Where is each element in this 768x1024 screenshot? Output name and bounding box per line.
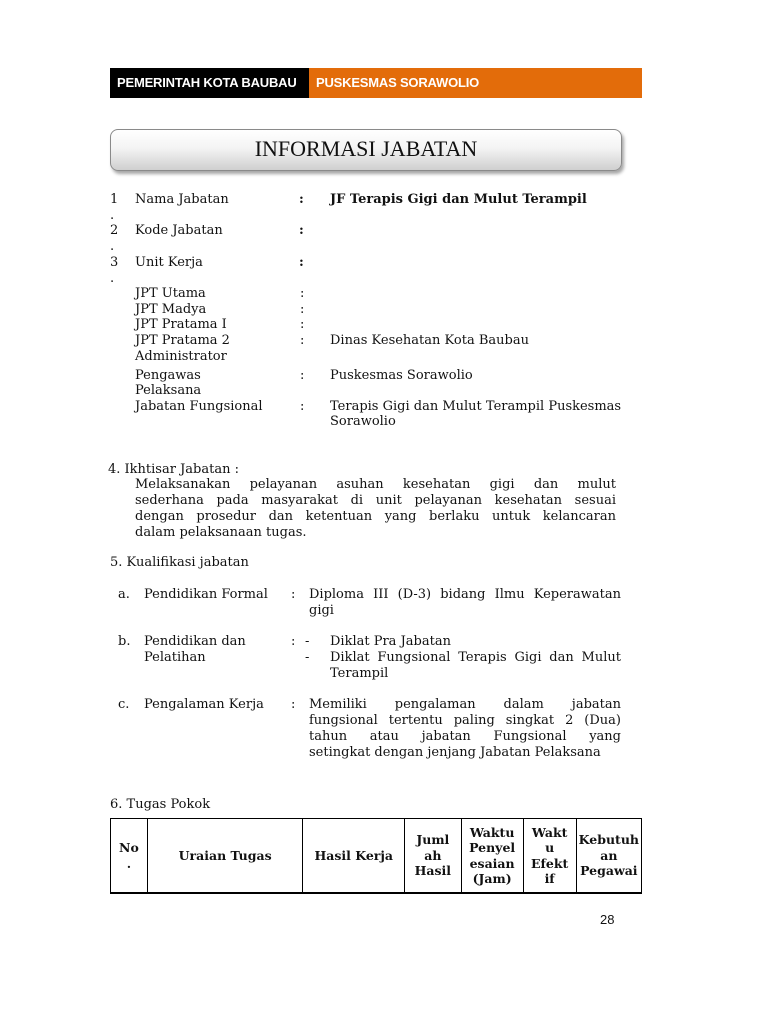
unit-label-jabatan-fungsional: Jabatan Fungsional [135,399,263,414]
unit-label-jpt-madya: JPT Madya [135,302,207,317]
page-title: INFORMASI JABATAN [254,136,478,161]
ikhtisar-line: dalam pelaksanaan tugas. [135,525,307,540]
ikhtisar-line: dengan prosedur dan ketentuan yang berlaku untuk kelancaran [135,509,616,524]
kualifikasi-a-line: gigi [309,603,334,618]
header-left-text: PEMERINTAH KOTA BAUBAU [117,75,297,90]
kualifikasi-letter-a: a. [118,587,130,602]
col-header-uraian-tugas: Uraian Tugas [147,819,303,893]
kualifikasi-label-pengalaman-kerja: Pengalaman Kerja [144,697,264,712]
pengalaman-line: tahun atau jabatan Fungsional yang [309,729,621,744]
tugas-heading: 6. Tugas Pokok [110,797,211,812]
kualifikasi-colon: : [291,697,296,712]
pelatihan-item-2 [330,650,621,682]
unit-value-jabatan-fungsional: Terapis Gigi dan Mulut Terampil Puskesmas [330,399,622,414]
pengalaman-line: fungsional tertentu paling singkat 2 (Dua) [309,713,621,728]
field-value-nama-jabatan: JF Terapis Gigi dan Mulut Terampil [330,192,587,207]
kualifikasi-value-pendidikan-formal [309,587,621,619]
pelatihan-item-1: Diklat Pra Jabatan [330,634,451,649]
bullet-dash: - [305,650,310,665]
unit-label-jpt-pratama-1: JPT Pratama I [135,317,227,332]
col-header-waktu-efektif: Wakt u Efekt if [523,819,576,893]
table-header-row [111,819,642,893]
ikhtisar-paragraph [135,477,616,541]
col-header-waktu-penyelesaian: Waktu Penyel esaian (Jam) [461,819,523,893]
page-number: 28 [600,912,615,927]
unit-colon: : [300,368,305,383]
kualifikasi-value-pengalaman-kerja [309,697,621,761]
col-header-jumlah-hasil: Juml ah Hasil [405,819,462,893]
table-double-rule [110,893,642,894]
item-number: 1 [110,192,119,207]
unit-colon: : [300,286,305,301]
unit-label-jpt-pratama-2: JPT Pratama 2 [135,333,230,348]
ikhtisar-line: Melaksanakan pelayanan asuhan kesehatan gigi dan mulut [135,477,616,492]
kualifikasi-colon: : [291,634,296,649]
kualifikasi-colon: : [291,587,296,602]
pengalaman-line: setingkat dengan jenjang Jabatan Pelaksana [309,745,601,760]
item-number-dot: . [110,271,115,286]
col-header-no: No . [111,819,148,893]
bullet-dash: - [305,634,310,649]
item-number-dot: . [110,239,115,254]
kualifikasi-letter-b: b. [118,634,131,649]
unit-label-pelaksana: Pelaksana [135,383,202,398]
ikhtisar-heading: 4. Ikhtisar Jabatan : [108,462,239,477]
unit-label-jpt-utama: JPT Utama [135,286,206,301]
kualifikasi-a-line: Diploma III (D-3) bidang Ilmu Keperawatan [309,587,621,602]
kualifikasi-heading: 5. Kualifikasi jabatan [110,555,249,570]
field-colon: : [299,255,304,270]
field-colon: : [299,192,304,207]
field-label-nama-jabatan: Nama Jabatan [135,192,229,207]
unit-value-jabatan-fungsional-cont: Sorawolio [330,414,396,429]
header-right-bar [309,68,642,98]
unit-value-dinas: Dinas Kesehatan Kota Baubau [330,333,529,348]
header-left-bar [110,68,309,98]
unit-value-puskesmas: Puskesmas Sorawolio [330,368,473,383]
unit-colon: : [300,317,305,332]
kualifikasi-label-pelatihan: Pelatihan [144,650,206,665]
tugas-pokok-table [110,818,642,893]
item-number: 2 [110,223,119,238]
unit-label-pengawas: Pengawas [135,368,201,383]
pelatihan-item-2-line: Diklat Fungsional Terapis Gigi dan Mulut [330,650,621,665]
title-banner [110,129,622,171]
col-header-hasil-kerja: Hasil Kerja [303,819,405,893]
pelatihan-item-2-line: Terampil [330,666,389,681]
field-label-kode-jabatan: Kode Jabatan [135,223,223,238]
unit-label-administrator: Administrator [135,349,227,364]
field-colon: : [299,223,304,238]
item-number: 3 [110,255,119,270]
unit-colon: : [300,302,305,317]
kualifikasi-label-pendidikan-formal: Pendidikan Formal [144,587,268,602]
header-right-text: PUSKESMAS SORAWOLIO [316,75,480,90]
item-number-dot: . [110,208,115,223]
kualifikasi-label-pendidikan-pelatihan: Pendidikan dan [144,634,246,649]
unit-colon: : [300,333,305,348]
unit-colon: : [300,399,305,414]
field-label-unit-kerja: Unit Kerja [135,255,203,270]
col-header-kebutuhan-pegawai: Kebutuh an Pegawai [576,819,641,893]
kualifikasi-letter-c: c. [118,697,130,712]
pengalaman-line: Memiliki pengalaman dalam jabatan [309,697,621,712]
ikhtisar-line: sederhana pada masyarakat di unit pelayanan kesehatan sesuai [135,493,616,508]
